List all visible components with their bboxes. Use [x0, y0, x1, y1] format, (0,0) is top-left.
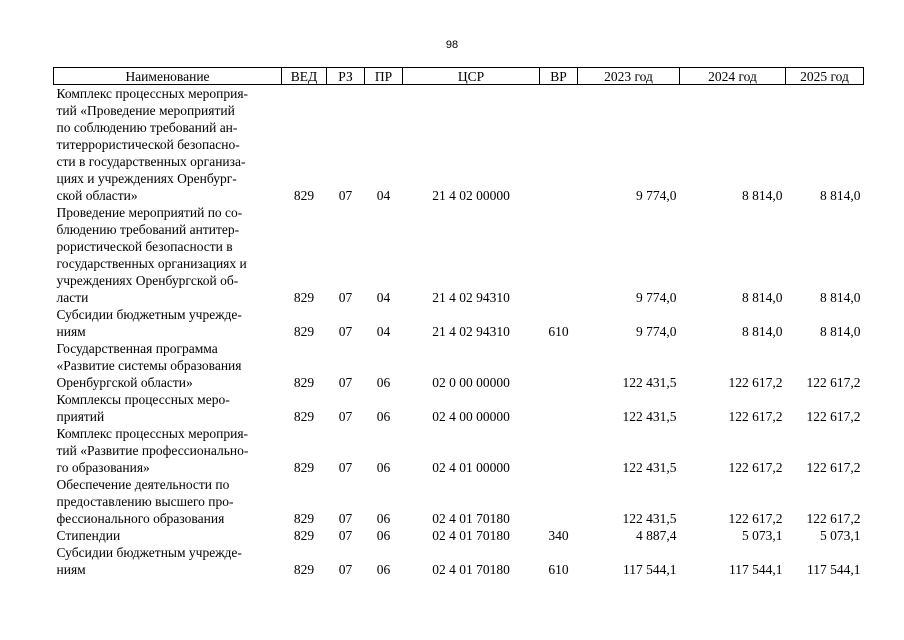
table-row	[54, 306, 864, 340]
cell-2024: 5 073,1	[742, 528, 783, 543]
cell-2024: 8 814,0	[742, 290, 783, 305]
cell-2024: 8 814,0	[742, 188, 783, 203]
table-row	[54, 527, 864, 544]
cell-pr: 06	[376, 409, 391, 424]
cell-2023: 9 774,0	[636, 324, 677, 339]
cell-pr: 04	[376, 324, 391, 339]
header-year-2024: 2024 год	[680, 68, 786, 85]
cell-rz: 07	[338, 511, 353, 526]
cell-2024: 122 617,2	[728, 409, 783, 424]
cell-vr	[540, 391, 578, 425]
cell-2024: 117 544,1	[729, 562, 783, 577]
cell-2025: 8 814,0	[820, 290, 861, 305]
cell-2023: 9 774,0	[636, 290, 677, 305]
cell-2025: 122 617,2	[806, 409, 861, 424]
header-csr: ЦСР	[403, 68, 540, 85]
cell-csr: 02 4 01 00000	[432, 460, 510, 475]
cell-ved: 829	[293, 188, 315, 203]
cell-rz: 07	[338, 409, 353, 424]
cell-csr: 02 4 01 70180	[432, 511, 510, 526]
cell-2025: 122 617,2	[806, 511, 861, 526]
cell-vr: 610	[548, 324, 569, 339]
cell-pr: 06	[376, 562, 391, 577]
cell-pr: 04	[376, 188, 391, 203]
header-rz: РЗ	[327, 68, 365, 85]
cell-2025: 8 814,0	[820, 188, 861, 203]
cell-csr: 02 4 01 70180	[432, 562, 510, 577]
cell-name: Стипендии	[56, 528, 121, 543]
table-row	[54, 85, 864, 205]
cell-pr: 06	[376, 511, 391, 526]
cell-csr: 02 4 01 70180	[432, 528, 510, 543]
header-ved: ВЕД	[282, 68, 327, 85]
cell-2024: 122 617,2	[728, 375, 783, 390]
table-row	[54, 544, 864, 578]
cell-2023: 122 431,5	[622, 511, 677, 526]
cell-rz: 07	[338, 460, 353, 475]
cell-rz: 07	[338, 188, 353, 203]
cell-vr	[540, 85, 578, 205]
cell-vr	[540, 476, 578, 527]
table-row	[54, 204, 864, 306]
table-row	[54, 340, 864, 391]
cell-vr: 610	[548, 562, 569, 577]
cell-pr: 04	[376, 290, 391, 305]
cell-2023: 4 887,4	[636, 528, 677, 543]
cell-csr: 02 4 00 00000	[432, 409, 510, 424]
cell-vr	[540, 204, 578, 306]
table-body	[54, 85, 864, 579]
cell-ved: 829	[293, 528, 315, 543]
cell-2024: 122 617,2	[728, 511, 783, 526]
cell-2025: 8 814,0	[820, 324, 861, 339]
table-header-row	[54, 68, 864, 85]
cell-2023: 122 431,5	[622, 375, 677, 390]
cell-vr	[540, 425, 578, 476]
cell-vr: 340	[548, 528, 569, 543]
cell-name: Комплекс процессных мероприя- тий «Проведение мероприятий по соблюдению требований ан- титеррористической безопасно- сти в государственных организа- циях и учреждениях Оренбург- ской области»	[56, 86, 249, 203]
cell-ved: 829	[293, 511, 315, 526]
table-row	[54, 425, 864, 476]
cell-2025: 117 544,1	[807, 562, 861, 577]
header-pr: ПР	[365, 68, 403, 85]
cell-2024: 122 617,2	[728, 460, 783, 475]
cell-rz: 07	[338, 562, 353, 577]
header-vr: ВР	[540, 68, 578, 85]
table-row	[54, 476, 864, 527]
cell-pr: 06	[376, 528, 391, 543]
table-row	[54, 391, 864, 425]
cell-2023: 9 774,0	[636, 188, 677, 203]
cell-2023: 117 544,1	[623, 562, 677, 577]
cell-pr: 06	[376, 460, 391, 475]
cell-2025: 122 617,2	[806, 375, 861, 390]
cell-2023: 122 431,5	[622, 409, 677, 424]
cell-ved: 829	[293, 290, 315, 305]
cell-2025: 122 617,2	[806, 460, 861, 475]
header-name: Наименование	[54, 68, 282, 85]
cell-vr	[540, 340, 578, 391]
cell-csr: 21 4 02 94310	[432, 290, 510, 305]
cell-pr: 06	[376, 375, 391, 390]
cell-name: Комплексы процессных меро- приятий	[56, 392, 230, 424]
cell-name: Проведение мероприятий по со- блюдению требований антитер- рористической безопасности в государственных организациях и учреждениях Оренбургской об- ласти	[56, 205, 247, 305]
cell-2023: 122 431,5	[622, 460, 677, 475]
cell-ved: 829	[293, 375, 315, 390]
cell-csr: 21 4 02 00000	[432, 188, 510, 203]
cell-2025: 5 073,1	[820, 528, 861, 543]
cell-rz: 07	[338, 528, 353, 543]
cell-rz: 07	[338, 290, 353, 305]
page-number: 98	[445, 39, 459, 51]
cell-name: Обеспечение деятельности по предоставлению высшего про- фессионального образования	[56, 477, 234, 526]
cell-ved: 829	[293, 460, 315, 475]
header-year-2023: 2023 год	[578, 68, 680, 85]
cell-name: Субсидии бюджетным учрежде- ниям	[56, 545, 242, 577]
cell-name: Субсидии бюджетным учрежде- ниям	[56, 307, 242, 339]
cell-ved: 829	[293, 324, 315, 339]
cell-name: Государственная программа «Развитие системы образования Оренбургской области»	[56, 341, 242, 390]
cell-2024: 8 814,0	[742, 324, 783, 339]
cell-csr: 21 4 02 94310	[432, 324, 510, 339]
budget-table	[53, 67, 864, 578]
header-year-2025: 2025 год	[786, 68, 864, 85]
cell-name: Комплекс процессных мероприя- тий «Развитие профессионально- го образования»	[56, 426, 249, 475]
cell-ved: 829	[293, 409, 315, 424]
cell-csr: 02 0 00 00000	[432, 375, 510, 390]
cell-rz: 07	[338, 375, 353, 390]
cell-ved: 829	[293, 562, 315, 577]
cell-rz: 07	[338, 324, 353, 339]
